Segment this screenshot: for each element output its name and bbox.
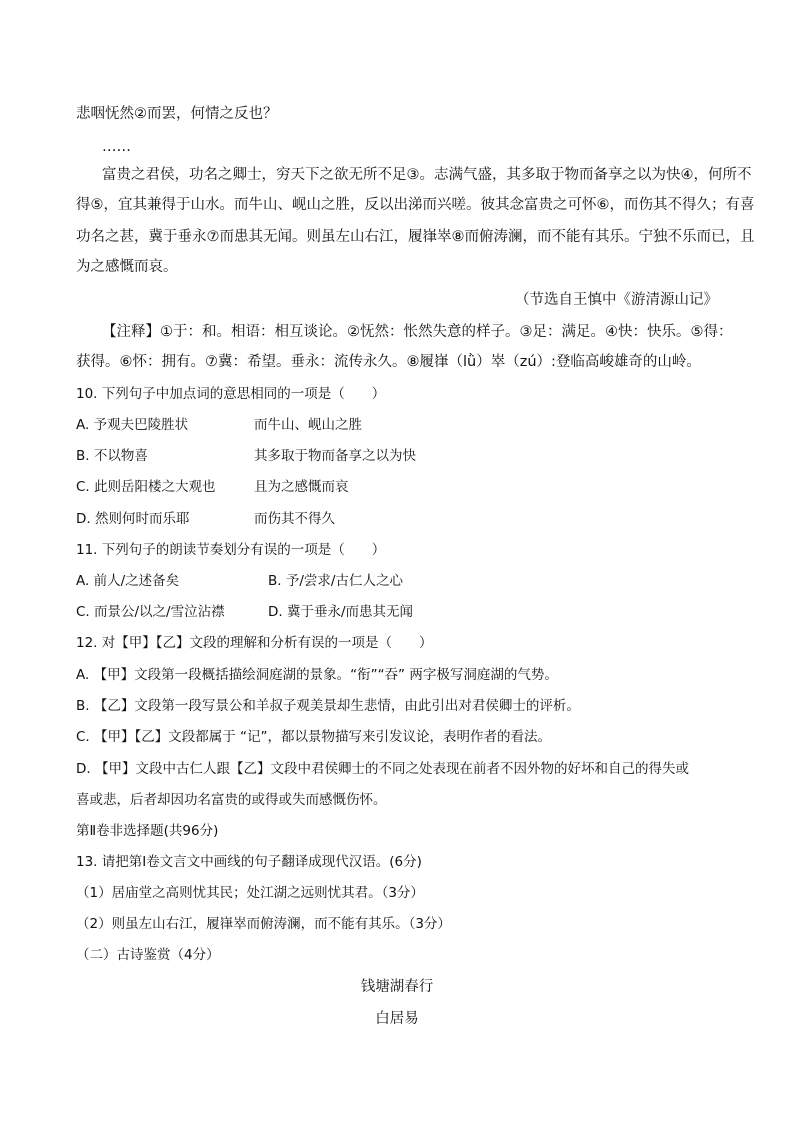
q10-option-c-right: 且为之感慨而哀 [254,479,349,495]
q11-option-c: C. 而景公/以之/雪泣沾襟 [76,604,225,620]
q11-option-b: B. 予/尝求/古仁人之心 [268,573,403,589]
passage-source: （节选自王慎中《游清源山记》 [515,292,718,308]
q12-stem: 12. 对【甲】【乙】文段的理解和分析有误的一项是（ ） [76,635,433,651]
passage-line: 得⑤，宜其兼得于山水。而牛山、岘山之胜，反以出涕而兴嗟。彼其念富贵之可怀⑥，而伤其不得久；有喜 [76,197,755,213]
passage-line: 功名之甚，冀于垂永⑦而患其无闻。则虽左山右江，履嵂崒⑧而俯涛澜，而不能有其乐。宁独不乐而已，且 [76,229,755,245]
q10-option-b-left: B. 不以物喜 [76,448,148,464]
notes-line: 获得。⑥怀：拥有。⑦冀：希望。垂永：流传永久。⑧履嵂（lǜ）崒（zú）:登临高峻雄奇的山岭。 [76,354,701,370]
q10-stem: 10. 下列句子中加点词的意思相同的一项是（ ） [76,386,386,402]
section-title: 第Ⅱ卷非选择题(共96分) [76,823,219,839]
passage-line: 富贵之君侯，功名之卿士，穷天下之欲无所不足③。志满气盛，其多取于物而备享之以为快④，何所不 [102,167,752,183]
poem-title: 钱塘湖春行 [360,979,434,995]
notes-line: 【注释】①于：和。相语：相互谈论。②怃然：怅然失意的样子。③足：满足。④快：快乐。⑤得： [102,324,733,340]
q10-option-d-left: D. 然则何时而乐耶 [76,511,190,527]
q11-option-a: A. 前人/之述备矣 [76,573,180,589]
q10-option-a-right: 而牛山、岘山之胜 [254,417,362,433]
q12-option-a: A. 【甲】文段第一段概括描绘洞庭湖的景象。“衔”“吞” 两字极写洞庭湖的气势。 [76,667,558,683]
q11-stem: 11. 下列句子的朗读节奏划分有误的一项是（ ） [76,542,386,558]
q10-option-a-left: A. 予观夫巴陵胜状 [76,417,189,433]
q11-option-d: D. 冀于垂永/而患其无闻 [268,604,414,620]
q10-option-c-left: C. 此则岳阳楼之大观也 [76,479,216,495]
q12-option-d: D. 【甲】文段中古仁人跟【乙】文段中君侯卿士的不同之处表现在前者不因外物的好坏和自己的得失或 [76,761,689,777]
ellipsis: …… [102,139,131,155]
q12-option-c: C. 【甲】【乙】文段都属于 “记”，都以景物描写来引发议论，表明作者的看法。 [76,729,552,745]
poetry-heading: （二）古诗鉴赏（4分） [76,947,220,963]
q10-option-b-right: 其多取于物而备享之以为快 [254,448,416,464]
q12-option-d-cont: 喜或悲，后者却因功名富贵的或得或失而感慨伤怀。 [76,792,387,808]
q13-stem: 13. 请把第Ⅰ卷文言文中画线的句子翻译成现代汉语。(6分) [76,854,422,870]
q13-item-1: （1）居庙堂之高则忧其民；处江湖之远则忧其君。（3分） [76,885,424,901]
poem-author: 白居易 [375,1011,419,1027]
q13-item-2: （2）则虽左山右江，履嵂崒而俯涛澜，而不能有其乐。（3分） [76,916,451,932]
passage-line: 为之感慨而哀。 [76,259,178,275]
passage-line: 悲咽怃然②而罢，何情之反也？ [76,106,278,122]
q10-option-d-right: 而伤其不得久 [254,511,335,527]
q12-option-b: B. 【乙】文段第一段写景公和羊叔子观美景却生悲情，由此引出对君侯卿士的评析。 [76,698,580,714]
